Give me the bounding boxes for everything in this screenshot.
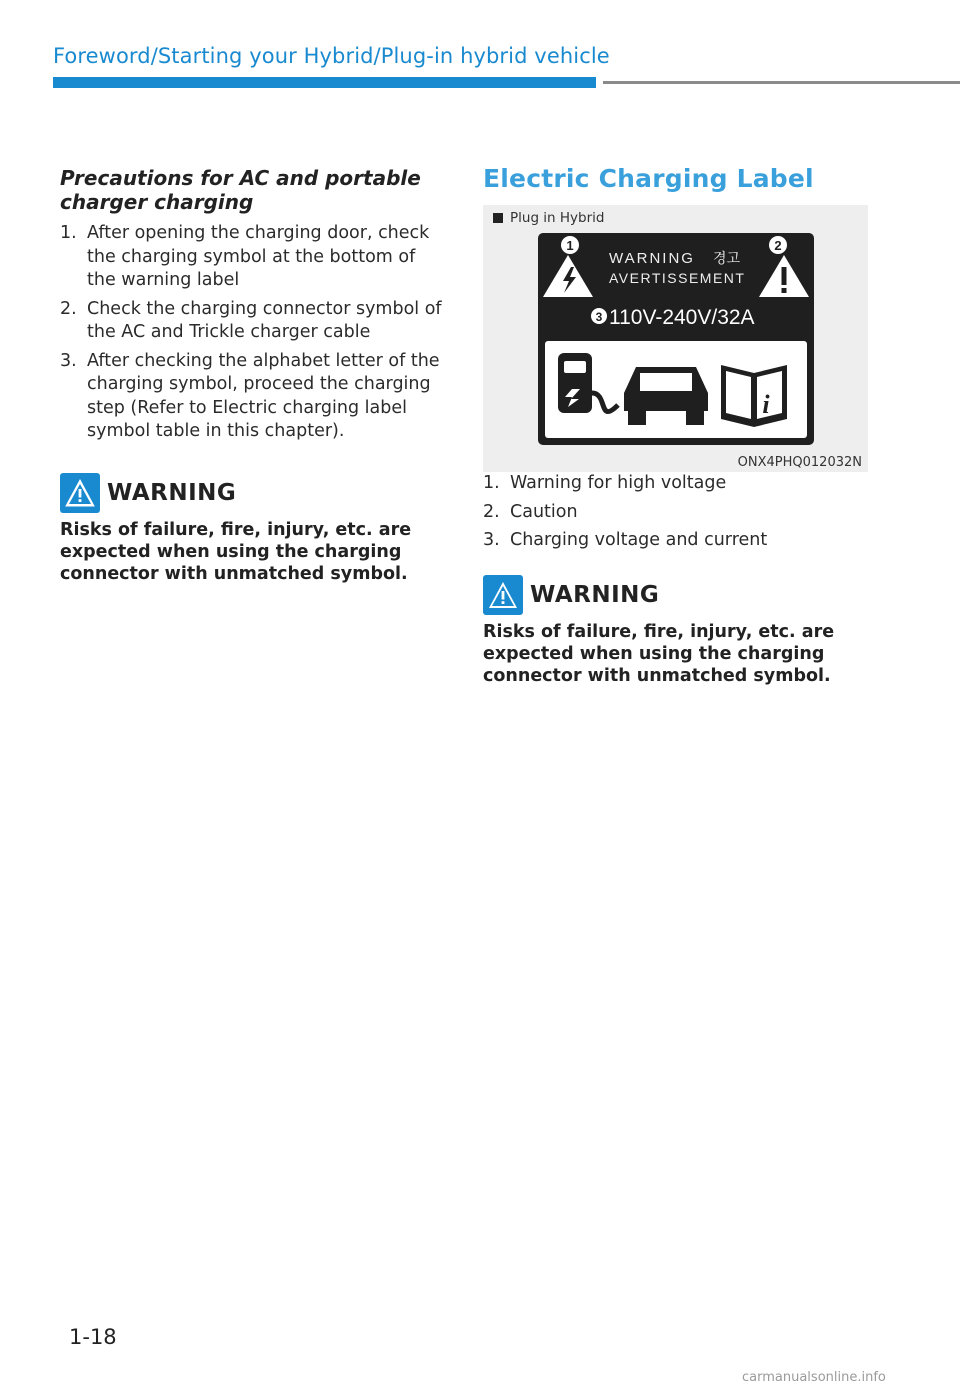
header-accent-bar	[53, 77, 596, 88]
bullet-square-icon	[493, 213, 503, 223]
warning-text: Risks of failure, fire, injury, etc. are expected when using the charging connector with unmatched symbol.	[483, 621, 835, 686]
list-item	[60, 350, 445, 444]
step-text: After checking the alphabet letter of the charging symbol, proceed the charging step (Refer to Electric charging label symbol table in this chapter).	[87, 350, 440, 441]
warning-title: WARNING	[107, 479, 237, 506]
list-item	[483, 501, 868, 525]
callout-2-label: 2	[774, 238, 782, 253]
step-text: After opening the charging door, check the charging symbol at the bottom of the warning label	[87, 223, 430, 290]
warning-header	[60, 473, 445, 513]
step-text: Caution	[510, 501, 578, 522]
step-number: 2.	[483, 501, 500, 522]
step-number: 1.	[483, 473, 500, 493]
step-text: Charging voltage and current	[510, 530, 768, 550]
page-number: 1-18	[69, 1325, 117, 1349]
precautions-heading-line2: charger charging	[60, 190, 254, 214]
svg-text:i: i	[762, 390, 770, 419]
callout-1-label: 1	[566, 238, 574, 253]
list-item	[60, 222, 445, 293]
header-divider	[603, 81, 960, 84]
step-number: 3.	[483, 530, 500, 550]
charging-label-figure	[483, 205, 868, 472]
step-number: 3.	[60, 350, 77, 371]
charging-label-image	[538, 233, 814, 445]
figure-caption	[493, 210, 605, 226]
label-warning-ko: 경고	[713, 251, 741, 267]
callout-3-label: 3	[595, 310, 603, 324]
label-warning-en: WARNING	[609, 250, 695, 267]
figure-code: ONX4PHQ012032N	[737, 455, 862, 470]
step-text: Warning for high voltage	[510, 473, 727, 493]
step-text: Check the charging connector symbol of the AC and Trickle charger cable	[87, 298, 442, 342]
manual-book-icon	[721, 365, 787, 427]
figure-caption-text: Plug in Hybrid	[510, 210, 605, 226]
watermark: carmanualsonline.info	[742, 1370, 886, 1385]
callout-2	[769, 236, 787, 254]
left-column	[60, 166, 445, 585]
warning-triangle-icon	[483, 575, 523, 615]
header-title: Foreword/Starting your Hybrid/Plug-in hybrid vehicle	[53, 44, 610, 68]
callout-3	[591, 308, 607, 324]
precautions-steps	[60, 222, 445, 444]
label-legend-list	[483, 472, 868, 553]
precautions-heading-line1: Precautions for AC and portable	[60, 166, 421, 190]
precautions-heading	[60, 166, 445, 214]
list-item	[483, 529, 868, 553]
list-item	[483, 472, 868, 496]
list-item	[60, 298, 445, 345]
label-rating: 110V-240V/32A	[609, 306, 755, 329]
warning-header	[483, 575, 868, 615]
callout-1	[561, 236, 579, 254]
warning-triangle-icon	[60, 473, 100, 513]
right-column	[483, 164, 868, 687]
warning-title: WARNING	[530, 581, 660, 608]
warning-text: Risks of failure, fire, injury, etc. are expected when using the charging connector with unmatched symbol.	[60, 519, 412, 584]
step-number: 1.	[60, 223, 77, 243]
step-number: 2.	[60, 298, 77, 319]
label-warning-fr: AVERTISSEMENT	[609, 270, 746, 286]
section-title: Electric Charging Label	[483, 164, 814, 193]
